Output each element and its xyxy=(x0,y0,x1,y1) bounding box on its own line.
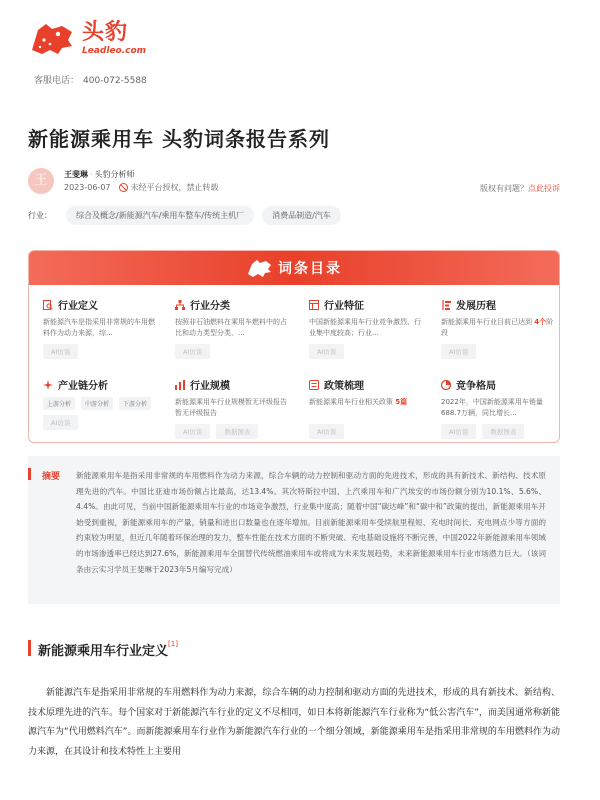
author-separator: · xyxy=(90,170,93,179)
brand-name: 头豹 xyxy=(82,20,129,45)
summary-accent-bar xyxy=(28,468,31,480)
report-question: 版权有问题？ xyxy=(480,184,528,193)
catalog-item-title: 行业特征 xyxy=(324,301,364,312)
bar-chart-icon xyxy=(175,380,185,390)
industry-tag[interactable]: 消费品制造/汽车 xyxy=(262,206,341,225)
catalog-item-title: 行业定义 xyxy=(58,301,98,312)
ai-interview-chip[interactable]: AI访谈 xyxy=(175,424,210,439)
ai-interview-chip[interactable]: AI访谈 xyxy=(309,344,344,359)
downstream-chip[interactable]: 下游分析 xyxy=(119,397,151,410)
catalog-item-title: 行业分类 xyxy=(190,301,230,312)
ai-interview-chip[interactable]: AI访谈 xyxy=(175,344,210,359)
catalog-item-history[interactable] xyxy=(441,297,559,359)
catalog-item-desc xyxy=(309,397,427,419)
summary-box xyxy=(28,456,560,604)
catalog-item-policy[interactable] xyxy=(309,377,427,439)
date-row xyxy=(64,182,219,193)
catalog-item-classification[interactable] xyxy=(175,297,293,359)
brand-domain: Leadleo.com xyxy=(82,46,147,56)
ai-interview-chip[interactable]: AI访谈 xyxy=(441,424,476,439)
policy-count: 5篇 xyxy=(395,398,408,406)
publish-date: 2023-06-07 xyxy=(64,183,111,192)
section-heading xyxy=(38,640,178,659)
section-accent-bar xyxy=(28,640,31,656)
stage-count: 4个 xyxy=(534,318,547,326)
report-copyright xyxy=(480,183,560,194)
catalog-item-title: 竞争格局 xyxy=(456,381,496,392)
ai-interview-chip[interactable]: AI访谈 xyxy=(43,344,78,359)
leopard-icon xyxy=(246,258,272,278)
catalog-item-desc xyxy=(441,317,559,339)
page-title: 新能源乘用车 头豹词条报告系列 xyxy=(28,127,330,151)
desc-text: 新能源乘用车行业目前已达到 xyxy=(441,318,535,326)
catalog-item-desc: 2022年，中国新能源乘用车销量688.7万辆，同比增长... xyxy=(441,398,543,417)
upstream-chip[interactable]: 上游分析 xyxy=(43,397,75,410)
avatar: 王 xyxy=(28,168,54,194)
catalog-item-desc: 按照非石油燃料在乘用车燃料中的占比和动力类型分类，... xyxy=(175,318,287,337)
hotline-number: 400-072-5588 xyxy=(83,76,147,86)
catalog-item-title: 政策梳理 xyxy=(324,381,364,392)
data-chart-chip[interactable]: 数据图表 xyxy=(482,424,524,439)
catalog-header xyxy=(29,251,559,285)
search-doc-icon xyxy=(43,300,53,310)
author-name[interactable]: 王斐琳 xyxy=(64,170,88,179)
timeline-icon xyxy=(441,300,451,310)
catalog-item-title: 发展历程 xyxy=(456,301,496,312)
catalog-title: 词条目录 xyxy=(278,261,342,277)
catalog-item-competition[interactable] xyxy=(441,377,559,439)
catalog-item-desc: 新能源汽车是指采用非常规的车用燃料作为动力来源，综... xyxy=(43,318,155,337)
industry-row xyxy=(28,206,349,225)
catalog-panel xyxy=(28,250,560,443)
catalog-item-desc: 中国新能源乘用车行业竞争激烈、行业集中度较高；行业... xyxy=(309,318,421,337)
author-role: 头豹分析师 xyxy=(94,170,135,179)
industry-label: 行业： xyxy=(28,211,52,220)
copyright-notice: 未经平台授权，禁止转载 xyxy=(130,183,219,192)
catalog-item-desc: 新能源乘用车行业规模暂无评级报告 暂无评级报告 xyxy=(175,398,287,417)
ai-interview-chip[interactable]: AI访谈 xyxy=(441,344,476,359)
footnote-ref[interactable]: [1] xyxy=(168,640,178,648)
prohibited-icon xyxy=(119,183,128,192)
author-line xyxy=(64,169,135,180)
summary-label: 摘要 xyxy=(42,472,61,482)
ai-interview-chip[interactable]: AI访谈 xyxy=(43,415,78,430)
section-body: 新能源汽车是指采用非常规的车用燃料作为动力来源，综合车辆的动力控制和驱动方面的先进技术，形成的具有新技术、新结构、技术原理先进的汽车。每个国家对于新能源汽车行业的定义不尽相同，如日本将新能源汽车行业称为“低公害汽车”，而美国通常称新能源汽车为“代用燃料汽车”。而新能源乘用车行业作为新能源汽车行业的一个细分领域，新能源乘用车是指采用非常规的车用燃料作为动力来源，在其设计和技术特性上主要用 xyxy=(28,688,560,757)
pie-icon xyxy=(441,380,451,390)
data-chart-chip[interactable]: 数据图表 xyxy=(216,424,258,439)
chain-chips xyxy=(43,397,161,410)
catalog-item-market-size[interactable] xyxy=(175,377,293,439)
catalog-item-definition[interactable] xyxy=(43,297,161,359)
ai-interview-chip[interactable]: AI访谈 xyxy=(309,424,344,439)
hierarchy-icon xyxy=(175,300,185,310)
desc-text: 阶段 xyxy=(441,318,554,337)
chain-icon xyxy=(43,380,53,390)
desc-text: 新能源乘用车行业相关政策 xyxy=(309,398,396,406)
policy-icon xyxy=(309,380,319,390)
hotline-label: 客服电话： xyxy=(34,76,80,86)
industry-tag[interactable]: 综合及概念/新能源汽车/乘用车整车/传统主机厂 xyxy=(66,206,254,225)
catalog-item-features[interactable] xyxy=(309,297,427,359)
section-title: 新能源乘用车行业定义 xyxy=(38,644,169,659)
grid-icon xyxy=(309,300,319,310)
leopard-logo-icon xyxy=(28,20,76,58)
brand-logo[interactable] xyxy=(28,20,146,58)
catalog-item-industry-chain[interactable] xyxy=(43,377,161,430)
hotline xyxy=(34,73,151,86)
report-link[interactable]: 点此投诉 xyxy=(528,184,560,193)
catalog-item-title: 产业链分析 xyxy=(58,381,108,392)
catalog-item-title: 行业规模 xyxy=(190,381,230,392)
midstream-chip[interactable]: 中游分析 xyxy=(81,397,113,410)
summary-text: 新能源乘用车是指采用非常规的车用燃料作为动力来源，综合车辆的动力控制和驱动方面的先进技术，形成的具有新技术、新结构、技术原理先进的汽车。中国比亚迪市场份额占比最高，达13.4%。其次特斯拉中国、上汽乘用车和广汽埃安的市场份额分别为10.1%、5.6%、4.4%。由此可见，当前中国新能源乘用车行业的市场竞争激烈，行业集中度高；随着中国“碳达峰”和“碳中和”政策的提出，新能源乘用车开始受到重视，新能源乘用车的产量，销量和进出口数量也在逐年增加。目前新能源乘用车受续航里程短、充电时间长、充电网点少等方面的约束较为明显，但近几年随着环保治理的发力，整车性能在技术方面的不断突破、充电基础设施将不断完善，中国2022年新能源乘用车领域的市场渗透率已经达到27.6%，新能源乘用车全面替代传统燃油乘用车或将成为未来发展趋势，未来新能源乘用车行业市场潜力巨大。（该词条由云实习学员王斐琳于2023年5月编写完成） xyxy=(76,471,546,574)
